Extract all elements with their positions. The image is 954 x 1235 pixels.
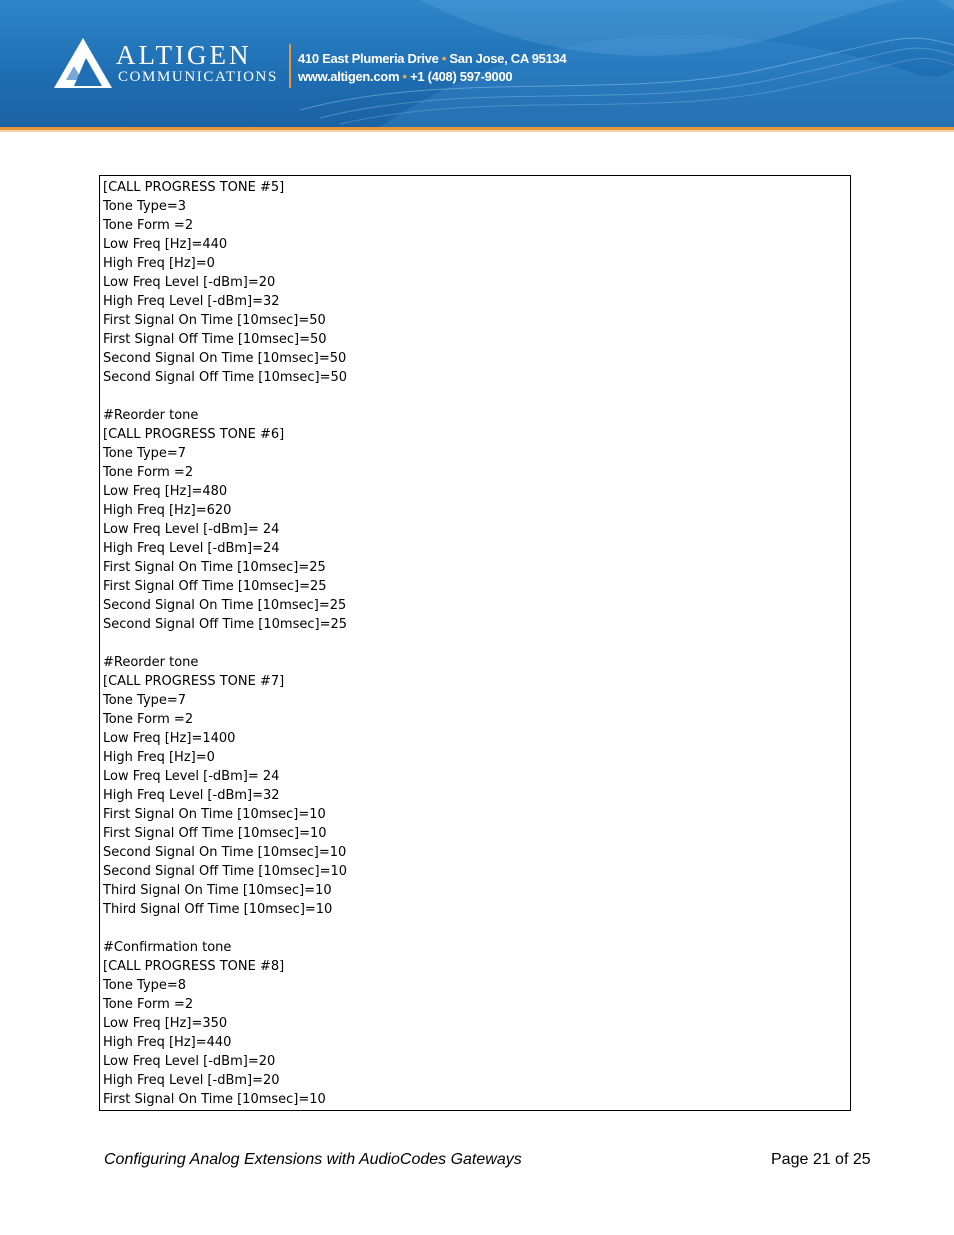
footer-document-title: Configuring Analog Extensions with AudioCodes Gateways [104,1151,522,1168]
config-line: #Reorder tone [103,655,199,670]
brand-name: ALTIGEN [116,40,252,70]
config-line: Tone Type=3 [103,199,187,214]
config-line: Second Signal Off Time [10msec]=25 [103,617,348,632]
config-line: High Freq Level [-dBm]=20 [103,1073,280,1088]
page-header [0,0,954,127]
config-code-box [99,175,851,1111]
config-line: First Signal On Time [10msec]=50 [103,313,326,328]
config-line: Second Signal On Time [10msec]=10 [103,845,347,860]
config-line: Second Signal Off Time [10msec]=50 [103,370,348,385]
config-line: First Signal Off Time [10msec]=50 [103,332,327,347]
config-line: Tone Type=7 [103,446,187,461]
config-line: High Freq Level [-dBm]=32 [103,788,280,803]
config-line: Second Signal On Time [10msec]=50 [103,351,347,366]
address-text: 410 East Plumeria Drive [298,51,439,66]
config-line: Second Signal On Time [10msec]=25 [103,598,347,613]
config-line: Low Freq [Hz]=350 [103,1016,228,1031]
config-line: Tone Type=7 [103,693,187,708]
config-line: [CALL PROGRESS TONE #6] [103,427,285,442]
config-line: Low Freq Level [-dBm]=20 [103,1054,276,1069]
config-line: High Freq [Hz]=440 [103,1035,232,1050]
config-line: #Confirmation tone [103,940,232,955]
config-line: Low Freq Level [-dBm]=20 [103,275,276,290]
config-line: [CALL PROGRESS TONE #5] [103,180,285,195]
config-line: Tone Form =2 [103,997,194,1012]
config-line: Tone Form =2 [103,218,194,233]
website-text: www.altigen.com [298,69,400,84]
footer-page-number: Page 21 of 25 [771,1151,871,1168]
config-line: Tone Type=8 [103,978,187,993]
config-line: Tone Form =2 [103,465,194,480]
config-blank-line [103,387,850,406]
header-divider [289,44,291,88]
config-line: Tone Form =2 [103,712,194,727]
config-line: [CALL PROGRESS TONE #8] [103,959,285,974]
contact-address-line [298,51,566,67]
city-text: San Jose, CA 95134 [449,51,567,66]
phone-text: +1 (408) 597-9000 [410,69,513,84]
bullet-separator: • [402,69,407,84]
config-line: First Signal Off Time [10msec]=10 [103,826,327,841]
config-line: Third Signal Off Time [10msec]=10 [103,902,333,917]
config-line: First Signal Off Time [10msec]=25 [103,579,327,594]
config-line: Low Freq [Hz]=1400 [103,731,236,746]
config-line: High Freq Level [-dBm]=24 [103,541,280,556]
config-line: First Signal On Time [10msec]=10 [103,807,326,822]
altigen-logo-icon [52,36,114,90]
config-line: Low Freq [Hz]=480 [103,484,228,499]
header-accent-rule-light [0,130,954,132]
config-line: High Freq [Hz]=0 [103,256,215,271]
config-blank-line [103,634,850,653]
config-line: High Freq [Hz]=0 [103,750,215,765]
config-blank-line [103,919,850,938]
config-line: Low Freq Level [-dBm]= 24 [103,769,280,784]
config-line: High Freq Level [-dBm]=32 [103,294,280,309]
config-line: High Freq [Hz]=620 [103,503,232,518]
brand-subtitle: COMMUNICATIONS [118,69,278,85]
config-line: Low Freq Level [-dBm]= 24 [103,522,280,537]
config-line: #Reorder tone [103,408,199,423]
bullet-separator: • [441,51,447,66]
contact-web-line [298,69,512,85]
config-line: Low Freq [Hz]=440 [103,237,228,252]
config-line: Third Signal On Time [10msec]=10 [103,883,332,898]
config-line: [CALL PROGRESS TONE #7] [103,674,285,689]
config-line: First Signal On Time [10msec]=10 [103,1092,326,1107]
config-line: First Signal On Time [10msec]=25 [103,560,326,575]
config-line: Second Signal Off Time [10msec]=10 [103,864,348,879]
